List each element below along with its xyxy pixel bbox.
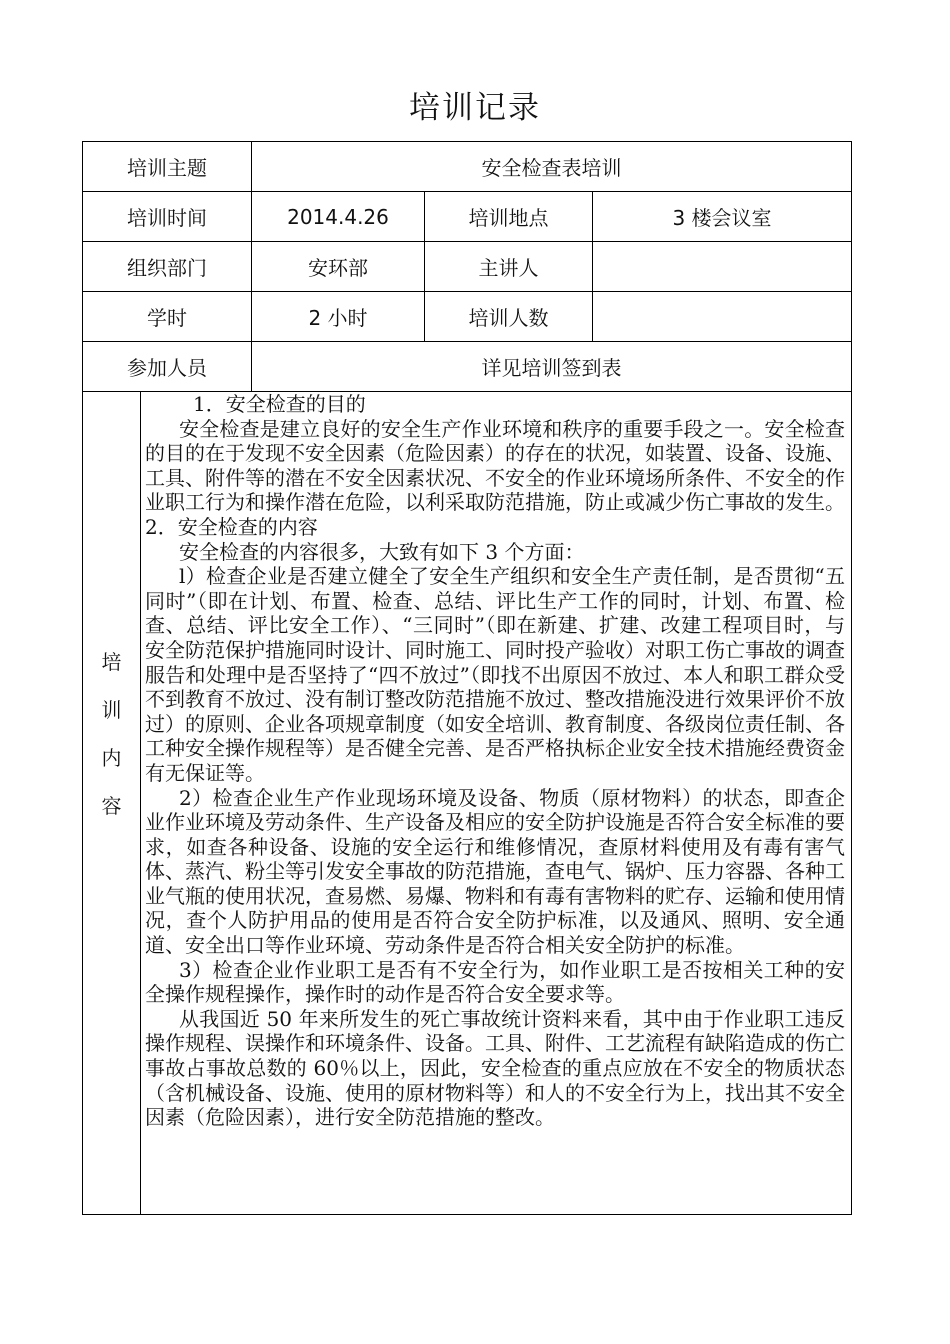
content-paragraph: 2）检查企业生产作业现场环境及设备、物质（原材物料）的状态，即查企业作业环境及劳动条件、生产设备及相应的安全防护设施是否符合安全标准的要求，如查各种设备、设施的安全运行和维修情况，查原材料使用及有毒有害气体、蒸汽、粉尘等引发安全事故的防范措施，查电气、锅炉、压力容器、各种工业气瓶的使用状况，查易燃、易爆、物料和有毒有害物料的贮存、运输和使用情况，查个人防护用品的使用是否符合安全防护标准，以及通风、照明、安全通道、安全出口等作业环境、劳动条件是否符合相关安全防护的标准。 — [145, 785, 845, 958]
row-dept-lecturer — [83, 242, 852, 292]
dept-label: 组织部门 — [83, 242, 252, 292]
hours-label: 学时 — [83, 292, 252, 342]
theme-value: 安全检查表培训 — [252, 142, 852, 192]
count-value — [593, 292, 852, 342]
content-label-char: 训 — [101, 698, 122, 722]
theme-label: 培训主题 — [83, 142, 252, 192]
lecturer-value — [593, 242, 852, 292]
hours-value: 2 小时 — [252, 292, 425, 342]
count-label: 培训人数 — [425, 292, 593, 342]
content-paragraph: l）检查企业是否建立健全了安全生产组织和安全生产责任制，是否贯彻“五同时”（即在计划、布置、检查、总结、评比生产工作的同时，计划、布置、检查、总结、评比安全工作）、“三同时”（即在新建、扩建、改建工程项目时，与安全防范保护措施同时设计、同时施工、同时投产验收）对职工伤亡事故的调查服告和处理中是否坚持了“四不放过”（即找不出原因不放过、本人和职工群众受不到教育不放过、没有制订整改防范措施不放过、整改措施没进行效果评价不放过）的原则、企业各项规章制度（如安全培训、教育制度、各级岗位责任制、各工种安全操作规程等）是否健全完善、是否严格执标企业安全技术措施经费资金有无保证等。 — [145, 564, 845, 785]
section-heading: 2．安全检查的内容 — [145, 514, 318, 539]
row-time-place — [83, 192, 852, 242]
attendees-label: 参加人员 — [83, 342, 252, 392]
content-label-char: 培 — [101, 650, 122, 674]
time-value: 2014.4.26 — [252, 192, 425, 242]
time-label: 培训时间 — [83, 192, 252, 242]
place-value: 3 楼会议室 — [593, 192, 852, 242]
row-theme — [83, 142, 852, 192]
content-body — [141, 392, 852, 1215]
content-paragraph: 从我国近 50 年来所发生的死亡事故统计资料来看，其中由于作业职工违反操作规程、误操作和环境条件、设备。工具、附件、工艺流程有缺陷造成的伤亡事故占事故总数的 60％以上，因此，安全检查的重点应放在不安全的物质状态（含机械设备、设施、使用的原材物料等）和人的不安全行为上，找出其不安全因素（危险因素），进行安全防范措施的整改。 — [145, 1006, 845, 1130]
content-paragraph: 3）检查企业作业职工是否有不安全行为，如作业职工是否按相关工种的安全操作规程操作，操作时的动作是否符合安全要求等。 — [145, 957, 845, 1007]
content-label — [83, 392, 141, 1215]
content-paragraph: 安全检查的内容很多，大致有如下 3 个方面： — [179, 539, 585, 564]
attendees-value: 详见培训签到表 — [252, 342, 852, 392]
row-hours-count — [83, 292, 852, 342]
document-title: 培训记录 — [409, 90, 541, 126]
row-attendees — [83, 342, 852, 392]
section-heading: 1．安全检查的目的 — [193, 392, 366, 416]
content-label-char: 容 — [101, 794, 122, 818]
content-paragraph: 安全检查是建立良好的安全生产作业环境和秩序的重要手段之一。安全检查的目的在于发现不安全因素（危险因素）的存在的状况，如装置、设备、设施、工具、附件等的潜在不安全因素状况、不安全的作业环境场所条件、不安全的作业职工行为和操作潜在危险，以利采取防范措施，防止或减少伤亡事故的发生。 — [145, 416, 845, 515]
place-label: 培训地点 — [425, 192, 593, 242]
lecturer-label: 主讲人 — [425, 242, 593, 292]
training-record-table — [82, 141, 852, 1215]
dept-value: 安环部 — [252, 242, 425, 292]
content-label-char: 内 — [101, 746, 122, 770]
row-content — [83, 392, 852, 1215]
